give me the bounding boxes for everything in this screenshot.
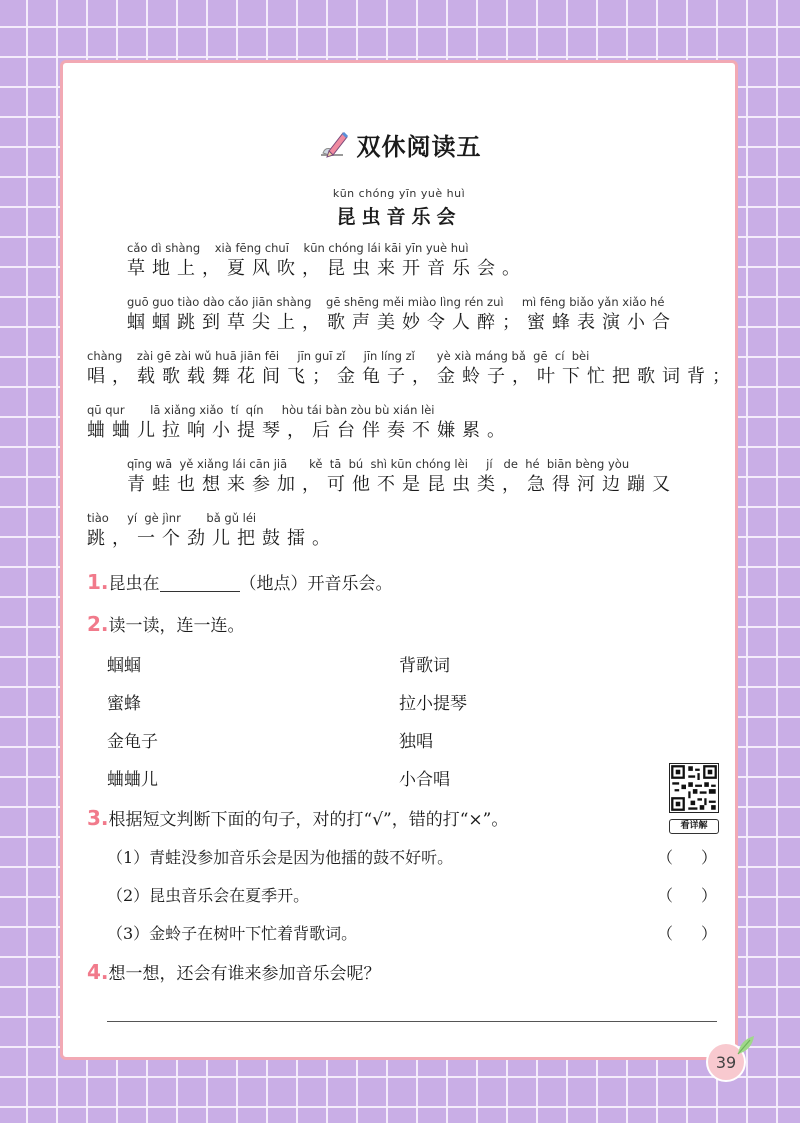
question-text: 想一想，还会有谁来参加音乐会呢？ xyxy=(108,964,381,984)
judge-item-1: （1）青蛙没参加音乐会是因为他擂的鼓不好听。 xyxy=(107,848,454,867)
story-line-pinyin: chàng zài gē zài wǔ huā jiān fēi jīn guī zǐ jīn líng zǐ yè xià máng bǎ gē cí bèi xyxy=(87,349,590,363)
story-line-text: 蛐蛐儿拉响小提琴，后台伴奏不嫌累。 xyxy=(87,420,512,441)
story-title-text: 昆虫音乐会 xyxy=(336,206,462,228)
story-line-2 xyxy=(127,295,737,336)
story-line-pinyin: guō guo tiào dào cǎo jiān shàng gē shēng měi miào lìng rén zuì mì fēng biǎo yǎn xiǎo hé xyxy=(127,295,665,309)
question-3 xyxy=(87,805,508,830)
story-line-text: 蝈蝈跳到草尖上，歌声美妙令人醉；蜜蜂表演小合 xyxy=(127,312,677,333)
worksheet-card xyxy=(60,60,738,1060)
question-text: 根据短文判断下面的句子，对的打“√”，错的打“×”。 xyxy=(108,810,509,830)
question-number: 2. xyxy=(87,612,109,636)
title-row xyxy=(63,127,735,162)
leaf-icon xyxy=(736,1034,756,1056)
question-number: 4. xyxy=(87,960,109,984)
story-line-5 xyxy=(127,457,737,498)
judge-item-2: （2）昆虫音乐会在夏季开。 xyxy=(107,886,310,905)
question-text-after: （地点）开音乐会。 xyxy=(239,574,393,594)
match-right-item[interactable]: 独唱 xyxy=(399,732,433,752)
story-line-3 xyxy=(87,349,737,390)
question-4 xyxy=(87,959,381,984)
story-line-pinyin: qīng wā yě xiǎng lái cān jiā kě tā bú shì kūn chóng lèi jí de hé biān bèng yòu xyxy=(127,457,630,471)
match-right-item[interactable]: 小合唱 xyxy=(399,770,450,790)
story-title-pinyin: kūn chóng yīn yuè huì xyxy=(332,187,466,200)
page-number: 39 xyxy=(706,1042,746,1082)
qr-code[interactable] xyxy=(669,763,719,834)
story-line-text: 唱，载歌载舞花间飞；金龟子，金蛉子，叶下忙把歌词背； xyxy=(87,366,737,387)
story-line-4 xyxy=(87,403,697,444)
story-title xyxy=(63,187,735,229)
match-right-item[interactable]: 背歌词 xyxy=(399,656,450,676)
question-text: 读一读，连一连。 xyxy=(108,616,245,636)
pencil-icon xyxy=(317,129,351,161)
question-number: 3. xyxy=(87,806,109,830)
match-left-item[interactable]: 金龟子 xyxy=(107,732,158,752)
story-line-pinyin: tiào yí gè jìnr bǎ gǔ léi xyxy=(87,511,257,525)
story-line-text: 跳，一个劲儿把鼓擂。 xyxy=(87,528,337,549)
judge-item-3: （3）金蛉子在树叶下忙着背歌词。 xyxy=(107,924,358,943)
judge-answer-1[interactable]: （ ） xyxy=(657,848,717,867)
question-text: 昆虫在 xyxy=(108,574,160,594)
qr-label: 看详解 xyxy=(669,819,719,834)
question-number: 1. xyxy=(87,570,109,594)
question-2 xyxy=(87,611,245,636)
match-left-item[interactable]: 蛐蛐儿 xyxy=(107,770,158,790)
qr-code-icon xyxy=(669,763,719,813)
story-line-6 xyxy=(87,511,697,552)
story-line-text: 青蛙也想来参加，可他不是昆虫类，急得河边蹦又 xyxy=(127,474,677,495)
page-title: 双休阅读五 xyxy=(356,133,482,161)
answer-blank[interactable] xyxy=(160,591,240,592)
story-line-text: 草地上，夏风吹，昆虫来开音乐会。 xyxy=(127,258,527,279)
judge-answer-3[interactable]: （ ） xyxy=(657,924,717,943)
match-left-item[interactable]: 蝈蝈 xyxy=(107,656,141,676)
judge-answer-2[interactable]: （ ） xyxy=(657,886,717,905)
story-line-pinyin: cǎo dì shàng xià fēng chuī kūn chóng lái kāi yīn yuè huì xyxy=(127,241,469,255)
story-line-pinyin: qū qur lā xiǎng xiǎo tí qín hòu tái bàn zòu bù xián lèi xyxy=(87,403,435,417)
story-line-1 xyxy=(127,241,737,282)
question-1 xyxy=(87,569,393,594)
match-left-item[interactable]: 蜜蜂 xyxy=(107,694,141,714)
answer-line[interactable] xyxy=(107,1021,717,1022)
match-right-item[interactable]: 拉小提琴 xyxy=(399,694,467,714)
